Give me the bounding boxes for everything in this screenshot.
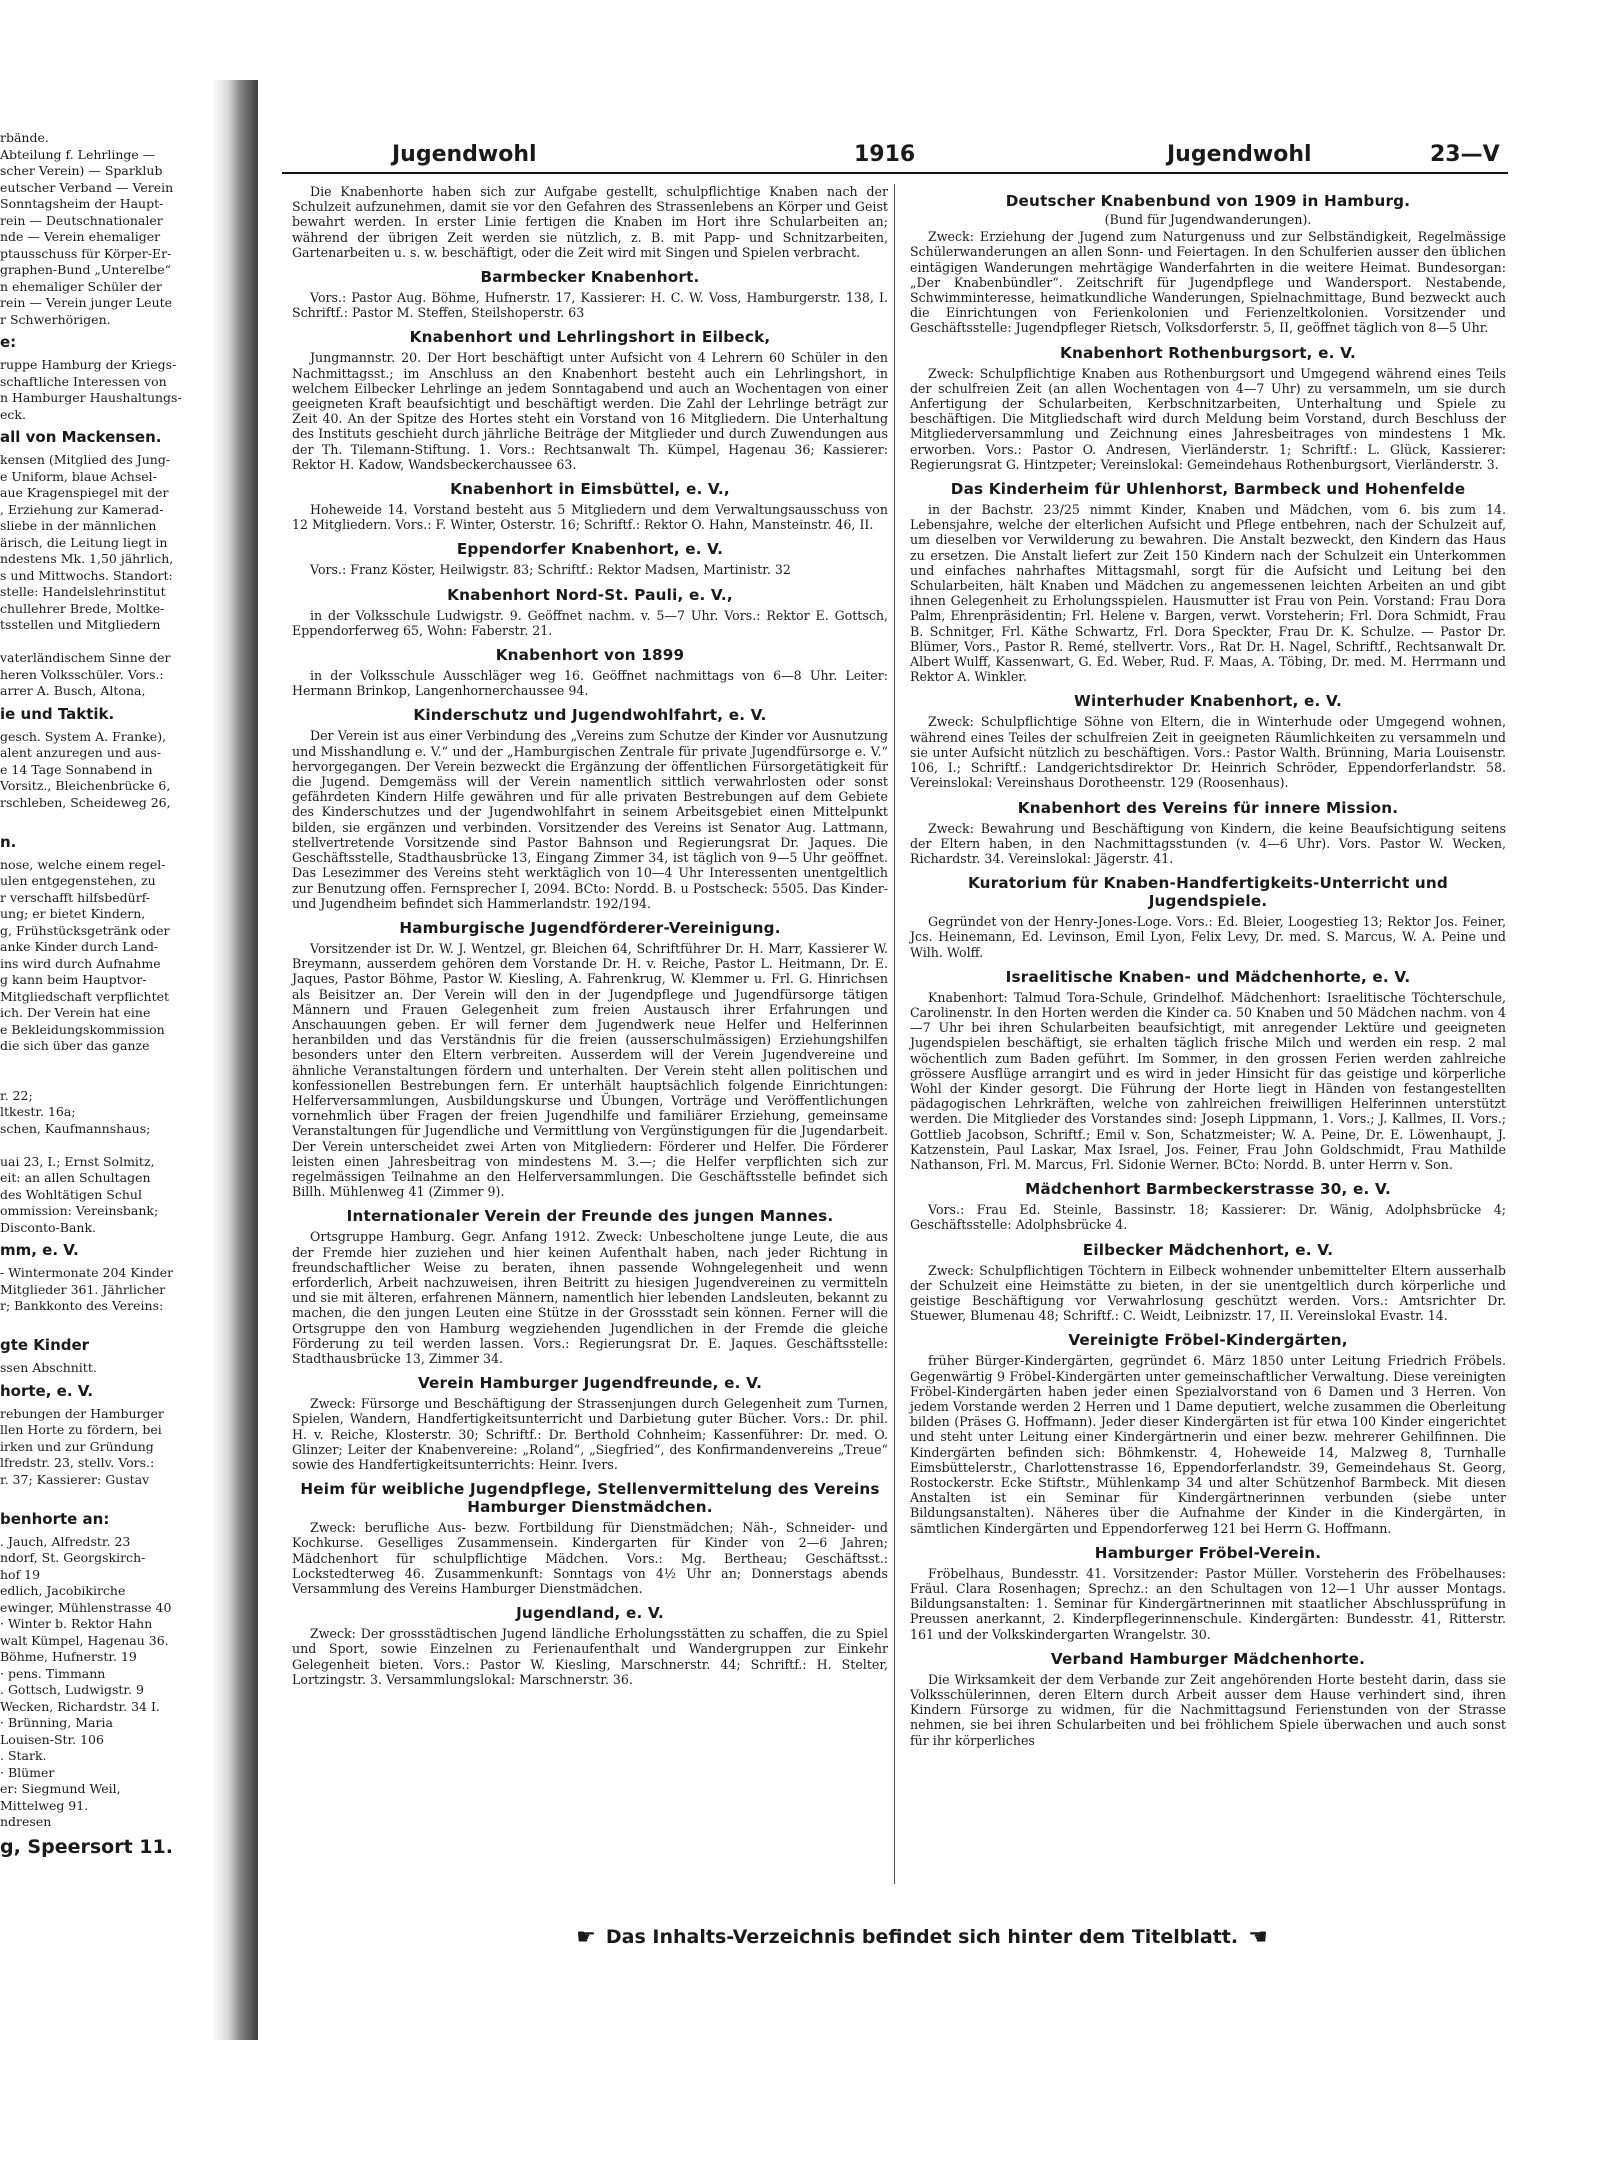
left-page-line: ltkestr. 16a;	[0, 1104, 76, 1119]
entry-title: Heim für weibliche Jugendpflege, Stellenvermittelung des Vereins Hamburger Dienstmädchen.	[300, 1480, 880, 1517]
left-page-line: · Blümer	[0, 1764, 55, 1780]
entry-title: Das Kinderheim für Uhlenhorst, Barmbeck und Hohenfelde	[950, 480, 1466, 499]
footer-notice	[522, 1925, 1322, 1950]
entry-text: Zweck: Schulpflichtige Knaben aus Rothenburgsort und Umgegend während eines Teils der schulfreien Zeit (an allen Wochentagen von 4—7 Uhr) zu versammeln, um sie durch Anfertigung der Schularbeiten, Kerbschnitzarbeiten, Unterhaltung und Spiele zu beschäftigen. Die Mitgliedschaft wird durch Meldung beim Vorstand, durch Beschluss der Mitgliederversammlung und Zeichnung eines Jahresbeitrages von mindestens 1 Mk. erworben. Vors.: Pastor O. Andresen, Vierländerstr. 1; Schriftf.: L. Glück, Kassierer: Regierungsrat G. Hintzpeter; Vereinslokal: Gemeindehaus Rothenburgsort, Vierländerstr. 3.	[910, 365, 1506, 472]
entry-text: Zweck: Bewahrung und Beschäftigung von Kindern, die keine Beaufsichtigung seitens der Eltern haben, in den Nachmittagsstunden (v. 4—6 Uhr). Vors. Pastor W. Wecken, Richardstr. 34. Vereinslokal: Jägerstr. 41.	[910, 820, 1506, 866]
left-page-line: rebungen der Hamburger	[0, 1405, 164, 1421]
entry-text: Hoheweide 14. Vorstand besteht aus 5 Mitgliedern und dem Verwaltungsausschuss von 12 Mitgliedern. Vors.: F. Winter, Osterstr. 16; Schriftf.: Rektor O. Hahn, Mansteinstr. 46, II.	[292, 502, 888, 533]
running-head-year: 1916	[854, 142, 916, 167]
left-page-line: llen Horte zu fördern, bei	[0, 1422, 162, 1437]
left-page-line: g kann beim Hauptvor-	[0, 972, 147, 987]
left-page-line: schaftliche Interessen von	[0, 373, 167, 389]
left-page-line: n Hamburger Haushaltungs-	[0, 390, 182, 405]
left-page-heading: mm, e. V.	[0, 1241, 79, 1259]
directory-entry	[292, 1604, 888, 1687]
directory-entry	[910, 1180, 1506, 1232]
left-page-line	[0, 811, 220, 828]
left-page-line: ewinger, Mühlenstrasse 40	[0, 1599, 172, 1615]
pointing-hand-left-icon: ☚	[1248, 1925, 1268, 1950]
entry-title: Hamburger Fröbel-Verein.	[1094, 1543, 1322, 1562]
left-page-line: ndresen	[0, 1814, 52, 1829]
entry-title: Knabenhort in Eimsbüttel, e. V.,	[450, 480, 730, 499]
entry-text: Vors.: Frau Ed. Steinle, Bassinstr. 18; Kassierer: Dr. Wänig, Adolphsbrücke 4; Geschäftsstelle: Adolphsbrücke 4.	[910, 1202, 1506, 1233]
left-page-line: ich. Der Verein hat eine	[0, 1005, 151, 1020]
entry-title: Knabenhort von 1899	[495, 646, 685, 665]
entry-text: Vorsitzender ist Dr. W. J. Wentzel, gr. Bleichen 64, Schriftführer Dr. H. Marr, Kassierer W. Breymann, ausserdem gehören dem Vorstande Dr. H. v. Reiche, Pastor L. Heitmann, Dr. E. Jaques, Pastor Böhme, Pastor W. Kiesling, A. Fahrenkrug, W. Klemmer u. Frl. G. Hinrichsen als Beisitzer an. Der Verein will den in der Jugendpflege und Jugendfürsorge tätigen Männern und Frauen Gelegenheit zum freien Austausch ihrer Erfahrungen und Anschauungen geben. Er will ferner dem Jugendwerk neue Helfer und Helferinnen heranbilden und das Verständnis für die freien (ausserschulmässigen) Erziehungshilfen besonders unter den Eltern verbreiten. Ausserdem will der Verein Jugendvereine und ähnliche Veranstaltungen fördern und unterhalten. Der Verein steht allen politischen und konfessionellen Bestrebungen fern. Er unterhält hauptsächlich folgende Einrichtungen: Helferversammlungen, Ausbildungskurse und Übungen, Vorträge und Veröffentlichungen vornehmlich über Fragen der freien Jugendhilfe und familiärer Erziehung, gemeinsame Veranstaltungen für Jugendliche und Vermittlung von Vergünstigungen für die Jugendarbeit. Der Verein unterscheidet zwei Arten von Mitgliedern: Förderer und Helfer. Die Förderer leisten einen Jahresbeitrag von mindestens M. 3.—; die Helfer verpflichten sich zur regelmässigen Teilnahme an den Helferversammlungen. Die Geschäftsstelle befindet sich Billh. Mühlenweg 41 (Zimmer 9).	[292, 940, 888, 1200]
directory-entry	[910, 192, 1506, 336]
left-column	[292, 184, 888, 1690]
left-page-line	[0, 634, 220, 651]
left-page-line: scher Verein) — Sparklub	[0, 163, 163, 178]
left-page-line: ndestens Mk. 1,50 jährlich,	[0, 551, 174, 566]
left-page-line: · Winter b. Rektor Hahn	[0, 1616, 153, 1631]
entry-text: Die Knabenhorte haben sich zur Aufgabe gestellt, schulpflichtige Knaben nach der Schulzeit aufzunehmen, damit sie vor den Gefahren des Strassenlebens an Körper und Geist bewahrt werden. In erster Linie fertigen die Knaben im Hort ihre Schularbeiten an; während der übrigen Zeit werden sie nützlich, z. B. mit Papp- und Schnitzarbeiten, Gartenarbeiten u. s. w. beschäftigt, oder die Zeit wird mit Singen und Spielen verbracht.	[292, 184, 888, 260]
pointing-hand-right-icon: ☛	[576, 1925, 596, 1950]
entry-title: Jugendland, e. V.	[516, 1604, 664, 1623]
left-page-line: graphen-Bund „Unterelbe“	[0, 262, 172, 277]
entry-text: in der Volksschule Ludwigstr. 9. Geöffnet nachm. v. 5—7 Uhr. Vors.: Rektor E. Gottsch, Eppendorferweg 65, Wohn: Faberstr. 21.	[292, 607, 888, 638]
footer-text: Das Inhalts-Verzeichnis befindet sich hinter dem Titelblatt.	[605, 1926, 1239, 1948]
directory-entry	[910, 480, 1506, 684]
left-page-line: ruppe Hamburg der Kriegs-	[0, 357, 177, 372]
directory-entry	[292, 328, 888, 472]
left-page-line: r verschafft hilfsbedürf-	[0, 889, 151, 905]
entry-text: Die Wirksamkeit der dem Verbande zur Zeit angehörenden Horte besteht darin, dass sie Volksschülerinnen, deren Eltern durch Arbeit ausser dem Hause verhindert sind, ihren Kindern Fürsorge zu widmen, für die Nachmittagsund Ferienstunden von der Strasse nehmen, sie bei ihren Schularbeiten und bei fröhlichem Spiele überwachen und auch sonst für ihr körperliches	[910, 1671, 1506, 1748]
entry-text: Zweck: Erziehung der Jugend zum Naturgenuss und zur Selbständigkeit, Regelmässige Schülerwanderungen an allen Sonn- und Feiertagen. In den Schulferien ausser den üblichen eintägigen Wanderungen mehrtägige Wanderfahrten in die weitere Heimat. Bundesorgan: „Der Knabenbündler“. Zeitschrift für Jugendpflege und Wandersport. Nestabende, Schwimminteresse, heimatkundliche Wanderungen, Spielnachmittage, Bund bezweckt auch die Einrichtungen von Ferienkolonien und Ferienzeltkolonien. Vorsitzender und Geschäftsstelle: Jugendpfleger Rietsch, Volksdorferstr. 5, II, geöffnet täglich von 8—5 Uhr.	[910, 229, 1506, 336]
left-page-line: nose, welche einem regel-	[0, 856, 166, 872]
directory-entry	[910, 1650, 1506, 1748]
left-page-line: rschleben, Scheideweg 26,	[0, 794, 171, 810]
left-page-line: ung; er bietet Kindern,	[0, 906, 146, 921]
directory-entry	[910, 968, 1506, 1172]
left-page-line: · pens. Timmann	[0, 1665, 106, 1681]
left-page-line: rein — Verein junger Leute	[0, 295, 173, 310]
entry-title: Internationaler Verein der Freunde des jungen Mannes.	[346, 1207, 834, 1226]
directory-entry	[292, 646, 888, 698]
left-page-heading: benhorte an:	[0, 1509, 110, 1528]
left-page-line: Vorsitz., Bleichenbrücke 6,	[0, 778, 171, 793]
entry-text: Zweck: Der grossstädtischen Jugend ländliche Erholungsstätten zu schaffen, die zu Spiel und Sport, sowie Einzelnen zu Ferienaufenthalt und Wandergruppen zur Einkehr Gelegenheit bieten. Vors.: Pastor W. Kiesling, Marschnerstr. 44; Schriftf.: H. Stelter, Lortzingstr. 3. Versammlungslokal: Marschnerstr. 36.	[292, 1626, 888, 1687]
left-page-line: rbände.	[0, 130, 49, 145]
left-page-line	[0, 1071, 220, 1088]
left-page-line: arrer A. Busch, Altona,	[0, 683, 146, 698]
left-page-line: sliebe in der männlichen	[0, 518, 157, 533]
entry-text: Gegründet von der Henry-Jones-Loge. Vors.: Ed. Bleier, Loogestieg 13; Rektor Jos. Feiner, Jcs. Heinemann, Ed. Levinson, Emil Lyon, Felix Levy, Dr. med. S. Marcus, W. A. Peine und Wilh. Wolff.	[910, 914, 1506, 960]
directory-entry	[292, 706, 888, 910]
left-page-line: ulen entgegenstehen, zu	[0, 873, 156, 888]
left-page-line: . Jauch, Alfredstr. 23	[0, 1533, 131, 1549]
left-page-line: stelle: Handelslehrinstitut	[0, 584, 166, 599]
entry-text: Zweck: berufliche Aus- bezw. Fortbildung für Dienstmädchen; Näh-, Schneider- und Kochkurse. Geselliges Zusammensein. Kindergarten für Kinder von 2—6 Jahren; Mädchenhort für schulpflichtige Mädchen. Vors.: Mg. Bertheau; Geschäftsst.: Lockstedterweg 46. Zusammenkunft: Sonntags von 4½ Uhr an; Donnerstags abends Versammlung des Vereins Hamburger Dienstmädchen.	[292, 1520, 888, 1597]
entry-title: Kuratorium für Knaben-Handfertigkeits-Unterricht und Jugendspiele.	[967, 874, 1448, 911]
left-page-line: eutscher Verband — Verein	[0, 179, 174, 195]
left-page-heading: all von Mackensen.	[0, 428, 162, 446]
entry-title: Eilbecker Mädchenhort, e. V.	[1082, 1240, 1334, 1259]
directory-entry	[292, 1480, 888, 1596]
directory-entry	[292, 586, 888, 638]
left-page-line: Mittelweg 91.	[0, 1797, 89, 1813]
left-page-line: eit: an allen Schultagen	[0, 1170, 151, 1185]
left-page-fragment	[0, 130, 220, 1990]
entry-text: Knabenhort: Talmud Tora-Schule, Grindelhof. Mädchenhort: Israelitische Töchterschule, Carolinenstr. In den Horten werden die Kinder ca. 50 Knaben und 50 Mädchen nachm. von 4—7 Uhr bei ihren Schularbeiten beaufsichtigt, mit anregender Lektüre und geeigneten Jugendspielen beschäftigt, sie erhalten täglich frische Milch und werden ein resp. 2 mal wöchentlich zum Baden geführt. Im Sommer, in den grossen Ferien werden zahlreiche grössere Ausflüge arrangirt und es wird in jeder Hinsicht für das geistige und körperliche Wohl der Kinder gesorgt. Die Führung der Horte liegt in Händen von festangestellten pädagogischen Lehrkräften, welche von zahlreichen freiwilligen Helferinnen unterstützt werden. Die Mitglieder des Vorstandes sind: Joseph Lippmann, 1. Vors.; J. Kallmes, II. Vors.; Gottlieb Jacobson, Schriftf.; Emil v. Son, Schatzmeister; W. A. Peine, Dr. E. Löwenhaupt, J. Katzenstein, Paul Laskar, Max Israel, Jos. Feiner, Frau John Goldschmidt, Frau Mathilde Nathanson, Frl. M. Marcus, Frl. Sidonie Werner. BCto: Nordd. B. unter Herrn v. Son.	[910, 989, 1506, 1172]
right-page	[282, 140, 1508, 2000]
left-page-line: vaterländischem Sinne der	[0, 650, 171, 665]
directory-entry	[292, 268, 888, 320]
directory-entry	[910, 874, 1506, 960]
directory-entry	[910, 1241, 1506, 1324]
directory-entry	[910, 1331, 1506, 1535]
page-number: 23—V	[1430, 142, 1500, 167]
left-page-heading: n.	[0, 832, 17, 851]
left-page-line: ommission: Vereinsbank;	[0, 1203, 159, 1218]
left-page-line: irken und zur Gründung	[0, 1438, 154, 1454]
left-page-line: Mitglieder 361. Jährlicher	[0, 1281, 166, 1297]
entry-text: früher Bürger-Kindergärten, gegründet 6. März 1850 unter Leitung Friedrich Fröbels. Gegenwärtig 9 Fröbel-Kindergärten unter gemeinschaftlicher Verwaltung. Diese vereinigten Fröbel-Kindergärten haben jeder einen Spezialvorstand von 6 Damen und 3 Herren. Von jedem Vorstande werden 2 Herren und 1 Dame deputiert, welche zusammen die Oberleitung bilden (Präses G. Hoffmann). Jeder dieser Kindergärten ist für etwa 100 Kinder eingerichtet und steht unter Leitung einer Kindergärtnerin und einer bezw. mehrerer Gehilfinnen. Die Kindergärten befinden sich: Böhmkenstr. 4, Hoheweide 14, Malzweg 8, Turnhalle Eimsbüttelerstr., Charlottenstrasse 16, Eppendorferlandstr. 39, Gemeindehaus St. Georg, Rostockerstr. Ecke Stiftstr., Mühlenkamp 34 und alter Schützenhof Barmbeck. Mit diesen Anstalten ist ein Seminar für Kindergärtnerinnen verbunden (siebe unter Bildungsanstalten). Näheres über die Aufnahme der Kinder in die Kindergärten, in sämtlichen Kindergärten und Eppendorferweg 121 bei Herrn G. Hoffmann.	[910, 1353, 1506, 1536]
left-page-line: des Wohltätigen Schul	[0, 1186, 142, 1202]
entry-title: Knabenhort des Vereins für innere Mission.	[1017, 798, 1399, 817]
left-page-line: · Brünning, Maria	[0, 1715, 113, 1730]
left-page-line: alent anzuregen und aus-	[0, 745, 162, 760]
entry-title: Knabenhort und Lehrlingshort in Eilbeck,	[409, 328, 771, 347]
left-page-line	[0, 1488, 220, 1505]
entry-title: Knabenhort Nord-St. Pauli, e. V.,	[447, 585, 733, 604]
left-page-line: Wecken, Richardstr. 34 I.	[0, 1698, 160, 1714]
left-page-line: g, Frühstücksgetränk oder	[0, 922, 170, 938]
running-head	[282, 140, 1508, 174]
left-page-line: ssen Abschnitt.	[0, 1360, 97, 1375]
directory-entry	[292, 919, 888, 1199]
entry-text: Zweck: Fürsorge und Beschäftigung der Strassenjungen durch Gelegenheit zum Turnen, Spielen, Wandern, Handfertigkeitsunterricht und Darbietung guter Bücher. Vors.: Dr. phil. H. v. Reiche, Klosterstr. 30; Schriftf.: Dr. Berthold Cohnheim; Kassenführer: Dr. med. O. Glinzer; Leiter der Knabenvereine: „Roland“, „Siegfried“, des Konfirmandenvereins „Treue“ sowie des Handfertigkeitsunterrichts: Heinr. Ivers.	[292, 1396, 888, 1472]
left-page-line: die sich über das ganze	[0, 1038, 150, 1053]
directory-entry	[910, 344, 1506, 472]
left-page-line: . Stark.	[0, 1748, 47, 1763]
left-page-line: e Uniform, blaue Achsel-	[0, 468, 157, 484]
directory-entry	[292, 480, 888, 532]
left-page-line: lfredstr. 23, stellv. Vors.:	[0, 1455, 155, 1470]
left-page-line: chullehrer Brede, Moltke-	[0, 600, 165, 616]
left-page-heading: e:	[0, 333, 17, 351]
entry-title: Kinderschutz und Jugendwohlfahrt, e. V.	[413, 706, 767, 725]
left-page-line: Mitgliedschaft verpflichtet	[0, 988, 170, 1004]
left-page-line: gesch. System A. Franke),	[0, 728, 167, 744]
directory-entry	[910, 1544, 1506, 1642]
entry-text: Ortsgruppe Hamburg. Gegr. Anfang 1912. Zweck: Unbescholtene junge Leute, die aus der Fremde hier zuziehen und hier keinen Aufenthalt haben, nach jeder Richtung in freundschaftlicher Weise zu beraten, ihnen passende Wohngelegenheit und wenn erforderlich, Arbeit nachzuweisen, ihren Beitritt zu hiesigen Jugendvereinen zu vermitteln und sie mit älteren, erfahrenen Männern, namentlich hier lebenden Landsleuten, bekannt zu machen, die den jungen Leuten eine Stütze in der Grossstadt sein können. Ferner will die Ortsgruppe den von Hamburg wegziehenden Jugendlichen in der Fremde die gleiche Förderung zu teil werden lassen. Vors.: Regierungsrat Dr. E. Jaques. Geschäftsstelle: Stadthausbrücke 13, Zimmer 34.	[292, 1229, 888, 1366]
entry-title: Verband Hamburger Mädchenhorte.	[1050, 1649, 1366, 1668]
left-page-line	[0, 1315, 220, 1332]
left-page-line: uai 23, I.; Ernst Solmitz,	[0, 1153, 155, 1169]
left-page-heading: ie und Taktik.	[0, 704, 115, 723]
entry-title: Mädchenhort Barmbeckerstrasse 30, e. V.	[1025, 1180, 1391, 1199]
entry-text: in der Volksschule Ausschläger weg 16. Geöffnet nachmittags von 6—8 Uhr. Leiter: Hermann Brinkop, Langenhornerchaussee 94.	[292, 668, 888, 699]
left-page-line: schen, Kaufmannshaus;	[0, 1120, 151, 1136]
left-page-line: tsstellen und Mitgliedern	[0, 617, 161, 632]
left-page-line: anke Kinder durch Land-	[0, 939, 159, 954]
left-page-line: ins wird durch Aufnahme	[0, 955, 161, 971]
left-page-line: n ehemaliger Schüler der	[0, 278, 162, 294]
left-page-line: e Bekleidungskommission	[0, 1021, 165, 1037]
entry-text: Zweck: Schulpflichtigen Töchtern in Eilbeck wohnender unbemittelter Eltern ausserhalb der Schulzeit eine Heimstätte zu bieten, in der sie unentgeltlich durch körperliche und geistige Beschäftigung vor Verwahrlosung geschützt werden. Vors.: Amtsrichter Dr. Stuewer, Blumenau 48; Schriftf.: C. Weidt, Leibnizstr. 17, II. Vereinslokal Evastr. 14.	[910, 1262, 1506, 1324]
entry-subtitle: (Bund für Jugendwanderungen).	[1104, 212, 1312, 227]
left-page-line: - Wintermonate 204 Kinder	[0, 1265, 174, 1280]
entry-title: Verein Hamburger Jugendfreunde, e. V.	[417, 1374, 763, 1393]
left-page-line: edlich, Jacobikirche	[0, 1583, 126, 1598]
left-page-line: er: Siegmund Weil,	[0, 1781, 121, 1796]
entry-title: Winterhuder Knabenhort, e. V.	[1074, 692, 1342, 711]
entry-title: Vereinigte Fröbel-Kindergärten,	[1068, 1331, 1348, 1350]
directory-entry	[292, 184, 888, 260]
left-page-line: s und Mittwochs. Standort:	[0, 567, 173, 583]
left-page-line: heren Volksschüler. Vors.:	[0, 666, 164, 682]
left-page-line: Abteilung f. Lehrlinge —	[0, 146, 156, 162]
left-page-lines	[0, 130, 220, 1831]
left-page-line: r; Bankkonto des Vereins:	[0, 1298, 164, 1313]
directory-entry	[292, 1207, 888, 1366]
left-page-heading: gte Kinder	[0, 1336, 90, 1354]
left-page-line: r. 22;	[0, 1087, 33, 1103]
entry-text: Fröbelhaus, Bundesstr. 41. Vorsitzender: Pastor Müller. Vorsteherin des Fröbelhauses: Fräul. Clara Rosenhagen; Sprechz.: an den Schultagen von 12—1 Uhr ausser Montags. Bildungsanstalten: 1. Seminar für Kindergärtnerinnen mit staatlicher Abschlussprüfung in Preussen anerkannt, 2. Kinderpflegerinnenschule. Kindergärten: Bundesstr. 41, Ritterstr. 161 und der Volkskindergarten Wrangelstr. 30.	[910, 1565, 1506, 1642]
right-column	[910, 184, 1506, 1751]
left-page-line: eck.	[0, 406, 26, 422]
left-page-line: Disconto-Bank.	[0, 1219, 97, 1235]
directory-entry	[292, 1374, 888, 1472]
left-page-line: ndorf, St. Georgskirch-	[0, 1550, 146, 1565]
left-page-line: hof 19	[0, 1566, 41, 1582]
directory-entry	[292, 540, 888, 577]
entry-title: Deutscher Knabenbund von 1909 in Hamburg.	[1005, 192, 1411, 210]
entry-title: Israelitische Knaben- und Mädchenhorte, e. V.	[1005, 967, 1411, 986]
entry-title: Hamburgische Jugendförderer-Vereinigung.	[399, 918, 781, 937]
left-page-line: nde — Verein ehemaliger	[0, 229, 161, 244]
left-page-line: e 14 Tage Sonnabend in	[0, 761, 153, 777]
entry-title: Knabenhort Rothenburgsort, e. V.	[1059, 343, 1357, 362]
running-head-right: Jugendwohl	[1167, 142, 1312, 167]
column-divider	[894, 184, 895, 1884]
entry-text: Vors.: Franz Köster, Heilwigstr. 83; Schriftf.: Rektor Madsen, Martinistr. 32	[310, 562, 791, 578]
running-head-left: Jugendwohl	[392, 142, 537, 167]
entry-text: Jungmannstr. 20. Der Hort beschäftigt unter Aufsicht von 4 Lehrern 60 Schüler in den Nachmittagsst.; im Anschluss an den Knabenhort besteht auch ein Lehrlingshort, in welchem Eilbecker Lehrlinge an jedem Sonntagabend und auch an Wochentagen von einer geeigneten Kraft beaufsichtigt und beschäftigt werden. Die Zahl der Lehrlinge beträgt zur Zeit 40. An der Spitze des Hortes steht ein Vorstand von 16 Mitgliedern. Die Unterhaltung des Instituts geschieht durch jährliche Beiträge der Mitglieder und durch Zuwendungen aus der Th. Tilemann-Stiftung. 1. Vors.: Rechtsanwalt Th. Kümpel, Hagenau 36; Kassierer: Rektor H. Kadow, Wandsbeckerchaussee 63.	[292, 350, 888, 472]
left-page-heading: horte, e. V.	[0, 1381, 94, 1400]
left-page-line: Louisen-Str. 106	[0, 1731, 104, 1747]
left-page-line: , Erziehung zur Kamerad-	[0, 501, 164, 517]
entry-text: Zweck: Schulpflichtige Söhne von Eltern, die in Winterhude oder Umgegend wohnen, während eines Teiles der schulfreien Zeit in geeigneten Räumlichkeiten zu versammeln und sie unter Aufsicht nützlich zu beschäftigen. Vors.: Pastor Walth. Brünning, Maria Louisenstr. 106, I.; Schriftf.: Landgerichtsdirektor Dr. Heinrich Schröder, Eppendorferlandstr. 58. Vereinslokal: Vereinshaus Dorotheenstr. 129 (Roosenhaus).	[910, 714, 1506, 791]
left-page-line: walt Kümpel, Hagenau 36.	[0, 1632, 169, 1648]
left-page-line: Sonntagsheim der Haupt-	[0, 196, 164, 211]
left-page-line: ärisch, die Leitung liegt in	[0, 534, 168, 550]
left-page-line: ptausschuss für Körper-Er-	[0, 245, 172, 261]
left-page-footer: g, Speersort 11.	[0, 1835, 173, 1858]
left-page-line: kensen (Mitglied des Jung-	[0, 452, 171, 467]
entry-text: Der Verein ist aus einer Verbindung des „Vereins zum Schutze der Kinder vor Ausnutzung und Misshandlung e. V.“ und der „Hamburgischen Zentrale für private Jugendfürsorge e. V.“ hervorgegangen. Der Verein bezweckt die Ergänzung der öffentlichen Fürsorgetätigkeit für die Jugend. Demgemäss will der Verein namentlich sittlich verwahrlosten oder sonst gefährdeten Kindern Hilfe gewähren und für alle privaten Bestrebungen auf dem Gebiete des Kinderschutzes und der Jugendwohlfahrt in seinem Arbeitsgebiet einen Mittelpunkt bilden, sie ergänzen und verbinden. Vorsitzender des Vereins ist Senator Aug. Lattmann, stellvertretende Vorsitzende sind Pastor Bahnson und Regierungsrat Dr. Jaques. Die Geschäftsstelle, Stadthausbrücke 13, Eingang Zimmer 34, ist täglich von 9—5 Uhr geöffnet. Das Lesezimmer des Vereins steht werktäglich von 10—4 Uhr Interessenten unentgeltlich zur Benutzung offen. Fernsprecher I, 2094. BCto: Nordd. B. u Postscheck: 5505. Das Kinder- und Jugendheim befindet sich Hammerlandstr. 192/194.	[292, 728, 888, 911]
entry-title: Barmbecker Knabenhort.	[480, 268, 700, 287]
left-page-line: Böhme, Hufnerstr. 19	[0, 1649, 137, 1664]
directory-entry	[910, 799, 1506, 867]
left-page-line: r Schwerhörigen.	[0, 311, 111, 327]
directory-entry	[910, 692, 1506, 790]
left-page-line: aue Kragenspiegel mit der	[0, 485, 169, 500]
entry-title: Eppendorfer Knabenhort, e. V.	[456, 540, 724, 559]
left-page-line	[0, 1137, 220, 1154]
entry-text: in der Bachstr. 23/25 nimmt Kinder, Knaben und Mädchen, vom 6. bis zum 14. Lebensjahre, welche der elterlichen Aufsicht und Pflege entbehren, nach der Schulzeit auf, um dieselben vor Verwilderung zu bewahren. Die Anstalt bezweckt, den Kindern das Haus zu ersetzen. Die Anstalt liefert zur Zeit 150 Kindern nach der Schulzeit ein Unterkommen und einfaches nahrhaftes Mittagsmahl, sorgt für die Aufsicht und Leitung bei den Schularbeiten, hält Knaben und Mädchen zu angemessenen leichten Arbeiten an und gibt ihnen Gelegenheit zu Erholungsspielen. Hausmutter ist Frau von Pein. Vorstand: Frau Dora Palm, Ehrenpräsidentin; Frl. Helene v. Bargen, verwt. Vorsteherin; Frl. Dora Schmidt, Frau B. Schnitger, Frl. Käthe Schwartz, Frl. Dora Speckter, Frau Dr. K. Schulze. — Pastor Dr. Blümer, Vors., Pastor R. Remé, stellvertr. Vors., Rat Dr. H. Nagel, Schriftf., Rechtsanwalt Dr. Albert Wulff, Kassenwart, G. Ed. Weber, Rud. F. Maas, A. Töbing, Dr. med. M. Herrmann und Rektor A. Winkler.	[910, 502, 1506, 685]
entry-text: Vors.: Pastor Aug. Böhme, Hufnerstr. 17, Kassierer: H. C. W. Voss, Hamburgerstr. 138, I. Schriftf.: Pastor M. Steffen, Steilshoperstr. 63	[292, 290, 888, 321]
left-page-line	[0, 1055, 220, 1072]
left-page-line: r. 37; Kassierer: Gustav	[0, 1471, 150, 1487]
left-page-line: rein — Deutschnationaler	[0, 212, 163, 228]
left-page-line: . Gottsch, Ludwigstr. 9	[0, 1682, 144, 1697]
